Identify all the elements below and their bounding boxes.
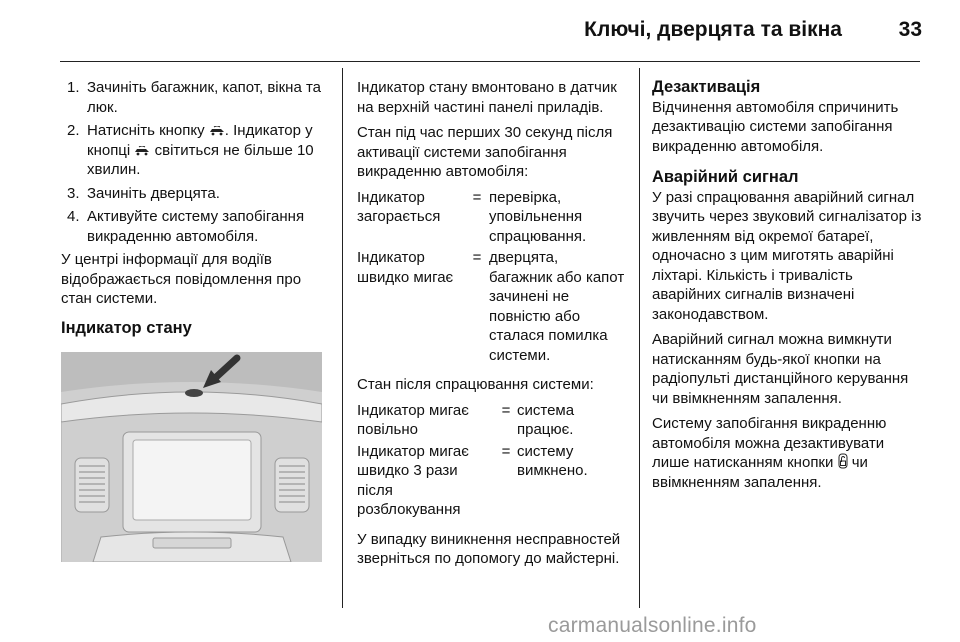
table-row: Індикатор швидко мигає = дверцята, багажник або капот зачинені не повністю або сталася помилка системи. [357,249,625,364]
after-activation-label: Стан після спрацювання системи: [357,376,594,393]
header-rule [60,61,920,62]
first30-paragraph: Стан під час перших 30 секунд після активації системи запобігання викраденню автомобіля: [357,124,613,180]
column-left [61,78,327,562]
alarm-heading: Аварійний сигнал [652,168,799,186]
sensor-paragraph: Індикатор стану вмонтовано в датчик на верхній частині панелі приладів. [357,79,617,116]
car-alarm-icon [209,126,225,136]
deactivation-paragraph: Відчинення автомобіля спричинить дезактивацію системи запобігання викраденню автомобіля. [652,98,899,155]
list-item: 4. Активуйте систему запобігання викраденню автомобіля. [67,208,305,245]
dashboard-illustration [61,352,322,562]
dashboard-drawing [61,352,322,562]
indicator-table-1 [357,188,625,368]
section-heading: Індикатор стану [61,318,192,337]
system-deactivate-paragraph: Систему запобігання викраденню автомобіля можна дезактивувати лише натисканням кнопки чи ввімкненням запалення. [652,415,887,491]
column-middle [357,78,625,575]
list-item: 2. Натисніть кнопку . Індикатор у кнопці світиться не більше 10 хвилин. [67,122,314,178]
column-right [652,78,924,498]
page-number: 33 [898,18,922,41]
table-row: Індикатор мигає повільно = система працює. [357,401,575,438]
deactivation-heading: Дезактивація [652,78,761,96]
alarm-paragraph: У разі спрацювання аварійний сигнал звучить через звуковий сигналізатор із живленням від окремої батареї, одночасно з цим миготять аварійні ліхтарі. Кількість і тривалість аварійних сигналів визначені законодавством. [652,188,922,323]
table-row: Індикатор загорається = перевірка, уповільнення спрацювання. [357,188,587,245]
fault-paragraph: У випадку виникнення несправностей зверніться по допомогу до майстерні. [357,530,621,567]
table-row: Індикатор мигає швидко 3 рази після розблокування = систему вимкнено. [357,442,588,518]
column-divider-1 [342,68,343,608]
list-item: 3. Зачиніть дверцята. [67,184,220,202]
watermark: carmanualsonline.info [548,614,757,637]
indicator-table-2 [357,401,625,522]
unlock-key-icon [838,453,848,469]
page-header [0,0,960,62]
status-paragraph: У центрі інформації для водіїв відображається повідомлення про стан системи. [61,251,302,307]
steps-list [61,78,327,246]
alarm-off-paragraph: Аварійний сигнал можна вимкнути натисканням будь-якої кнопки на радіопульті дистанційного керування чи ввімкненням запалення. [652,331,909,407]
page-title: Ключі, дверцята та вікна [584,18,842,41]
list-item: 1. Зачиніть багажник, капот, вікна та люк. [67,79,322,116]
column-divider-2 [639,68,640,608]
car-alarm-icon [134,146,150,156]
